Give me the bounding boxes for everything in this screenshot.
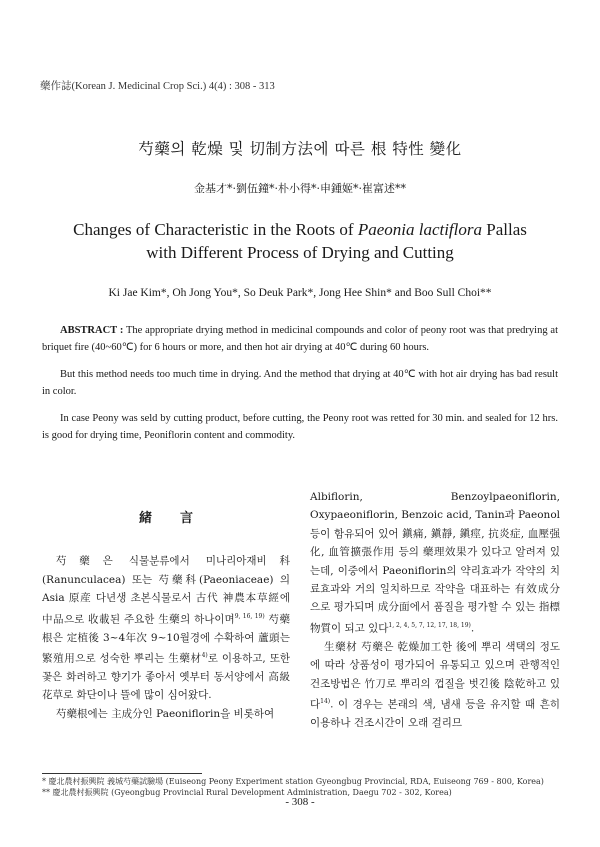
korean-authors: 金基才*·劉伍鐘*·朴小得*·申鍾姬*·崔富述** [194,182,406,195]
right-column [310,488,560,732]
body-text: 芍藥根은 定植後 3~4年次 9~10월경에 수확하여 蘆頭는 繁殖用으로 성숙한 뿌리는 生藥材 [42,613,290,665]
reference-mark: 4) [201,651,208,659]
left-column [42,498,290,723]
body-paragraph: Albiflorin, Benzoylpaeoniflorin, Oxypaeoniflorin, Benzoic acid, Tanin과 Paeonol 등이 함유되어 있어 鎭痛, 鎭靜, 鎭痙, 抗炎症, 血壓强化, 血管擴張作用 등의 藥理效果가 있다고 알려져 있는데, 이중에서 Paeoniflorin의 약리효과가 작약의 치료효과와 거의 일치하므로 작약을 대표하는 有效成分으로 평가되며 成分面에서 품질을 평가할 수 있는 指標物質이 되고 있다$^{1, 2, 4, 5, 7, 12, 17, 18, 19)}$. [310,491,560,635]
english-authors: Ki Jae Kim*, Oh Jong You*, So Deuk Park*, Jong Hee Shin* and Boo Sull Choi** [108,287,492,299]
footnote-2: ** 慶北農村振興院 (Gyeongbug Provincial Rural Development Administration, Daegu 702 - 302, Korea) [42,788,452,797]
section-heading: 緒言 [138,511,221,526]
abstract-paragraph: In case Peony was seld by cutting product, before cutting, the Peony root was retted for 30 min. and sealed for 12 hrs. is good for drying time, Peoniflorin content and commodity. [42,413,558,441]
species-name: Paeonia lactiflora [357,220,482,239]
body-text: 生藥材 芍藥은 乾燥加工한 後에 뿌리 색택의 정도에 따라 상품성이 평가되어 유통되고 있으며 관행적인 건조방법은 竹刀로 뿌리의 껍질을 벗긴後 陰乾하고 있다 [310,640,560,711]
body-paragraph [310,638,560,733]
body-text: 芍藥은 식물분류에서 미나리아재비科(Ranunculacea) 또는 芍藥科(Paeoniaceae) 의 Asia 原産 다년생 초본식물로서 古代 神農本草經에 中品으로 收載된 주요한 生藥의 하나이며 [42,555,290,626]
abstract [42,322,558,454]
body-text: 로 이용하고, 또한 꽃은 화려하고 향기가 좋아서 옛부터 동서양에서 高級花草로 화단이나 뜰에 많이 심어왔다. [42,652,290,702]
reference-mark: 14) [320,697,331,705]
page-number: - 308 - [285,796,315,808]
body-text: . 이 경우는 본래의 색, 냄새 등을 유지할 때 흔히 이용하나 건조시간이 오래 걸리므 [310,698,560,729]
abstract-paragraph: The appropriate drying method in medicinal compounds and color of peony root was that predrying at briquet fire (40~60℃) for 6 hours or more, and then hot air drying at 40℃ during 60 hours. [42,325,558,353]
footnote-1: * 慶北農村振興院 義城芍藥試驗場 (Euiseong Peony Experiment station Gyeongbug Provincial, RDA, Euiseong 769 - 800, Korea) [42,777,544,786]
korean-title: 芍藥의 乾燥 및 切制方法에 따른 根 特性 變化 [138,140,462,158]
body-paragraph: 芍藥根에는 主成分인 Paeoniflorin을 비롯하여 [56,707,275,720]
reference-mark: 9, 16, 19) [234,612,265,620]
abstract-label: ABSTRACT : [60,325,124,336]
english-title [40,218,560,264]
body-paragraph [42,552,290,704]
abstract-paragraph: But this method needs too much time in drying. And the method that drying at 40℃ with hot air drying has bad result in color. [42,369,558,397]
journal-header: 藥作誌(Korean J. Medicinal Crop Sci.) 4(4) : 308 - 313 [40,81,275,92]
english-title-part: Pallas [482,220,527,239]
english-title-line2: with Different Process of Drying and Cutting [146,243,454,262]
reference-mark: 1, 2, 4, 5, 7, 12, 17, 18, 19) [388,621,471,629]
body-text: Albiflorin, Benzoylpaeoniflorin, Oxypaeoniflorin, Benzoic acid, Tanin과 Paeonol 등이 함유되어 있어 鎭痛, 鎭靜, 鎭痙, 抗炎症, 血壓强化, 血管擴張作用 등의 藥理效果가 있다고 알려져 있는데, 이중에서 Paeoniflorin의 약리효과가 작약의 치료효과와 거의 일치하므로 작약을 대표하는 有效成分으로 평가되며 成分面에서 품질을 평가할 수 있는 指標物質이 되고 있다 [310,491,560,635]
english-title-part: Changes of Characteristic in the Roots of [73,220,358,239]
footnote-divider [42,773,202,774]
